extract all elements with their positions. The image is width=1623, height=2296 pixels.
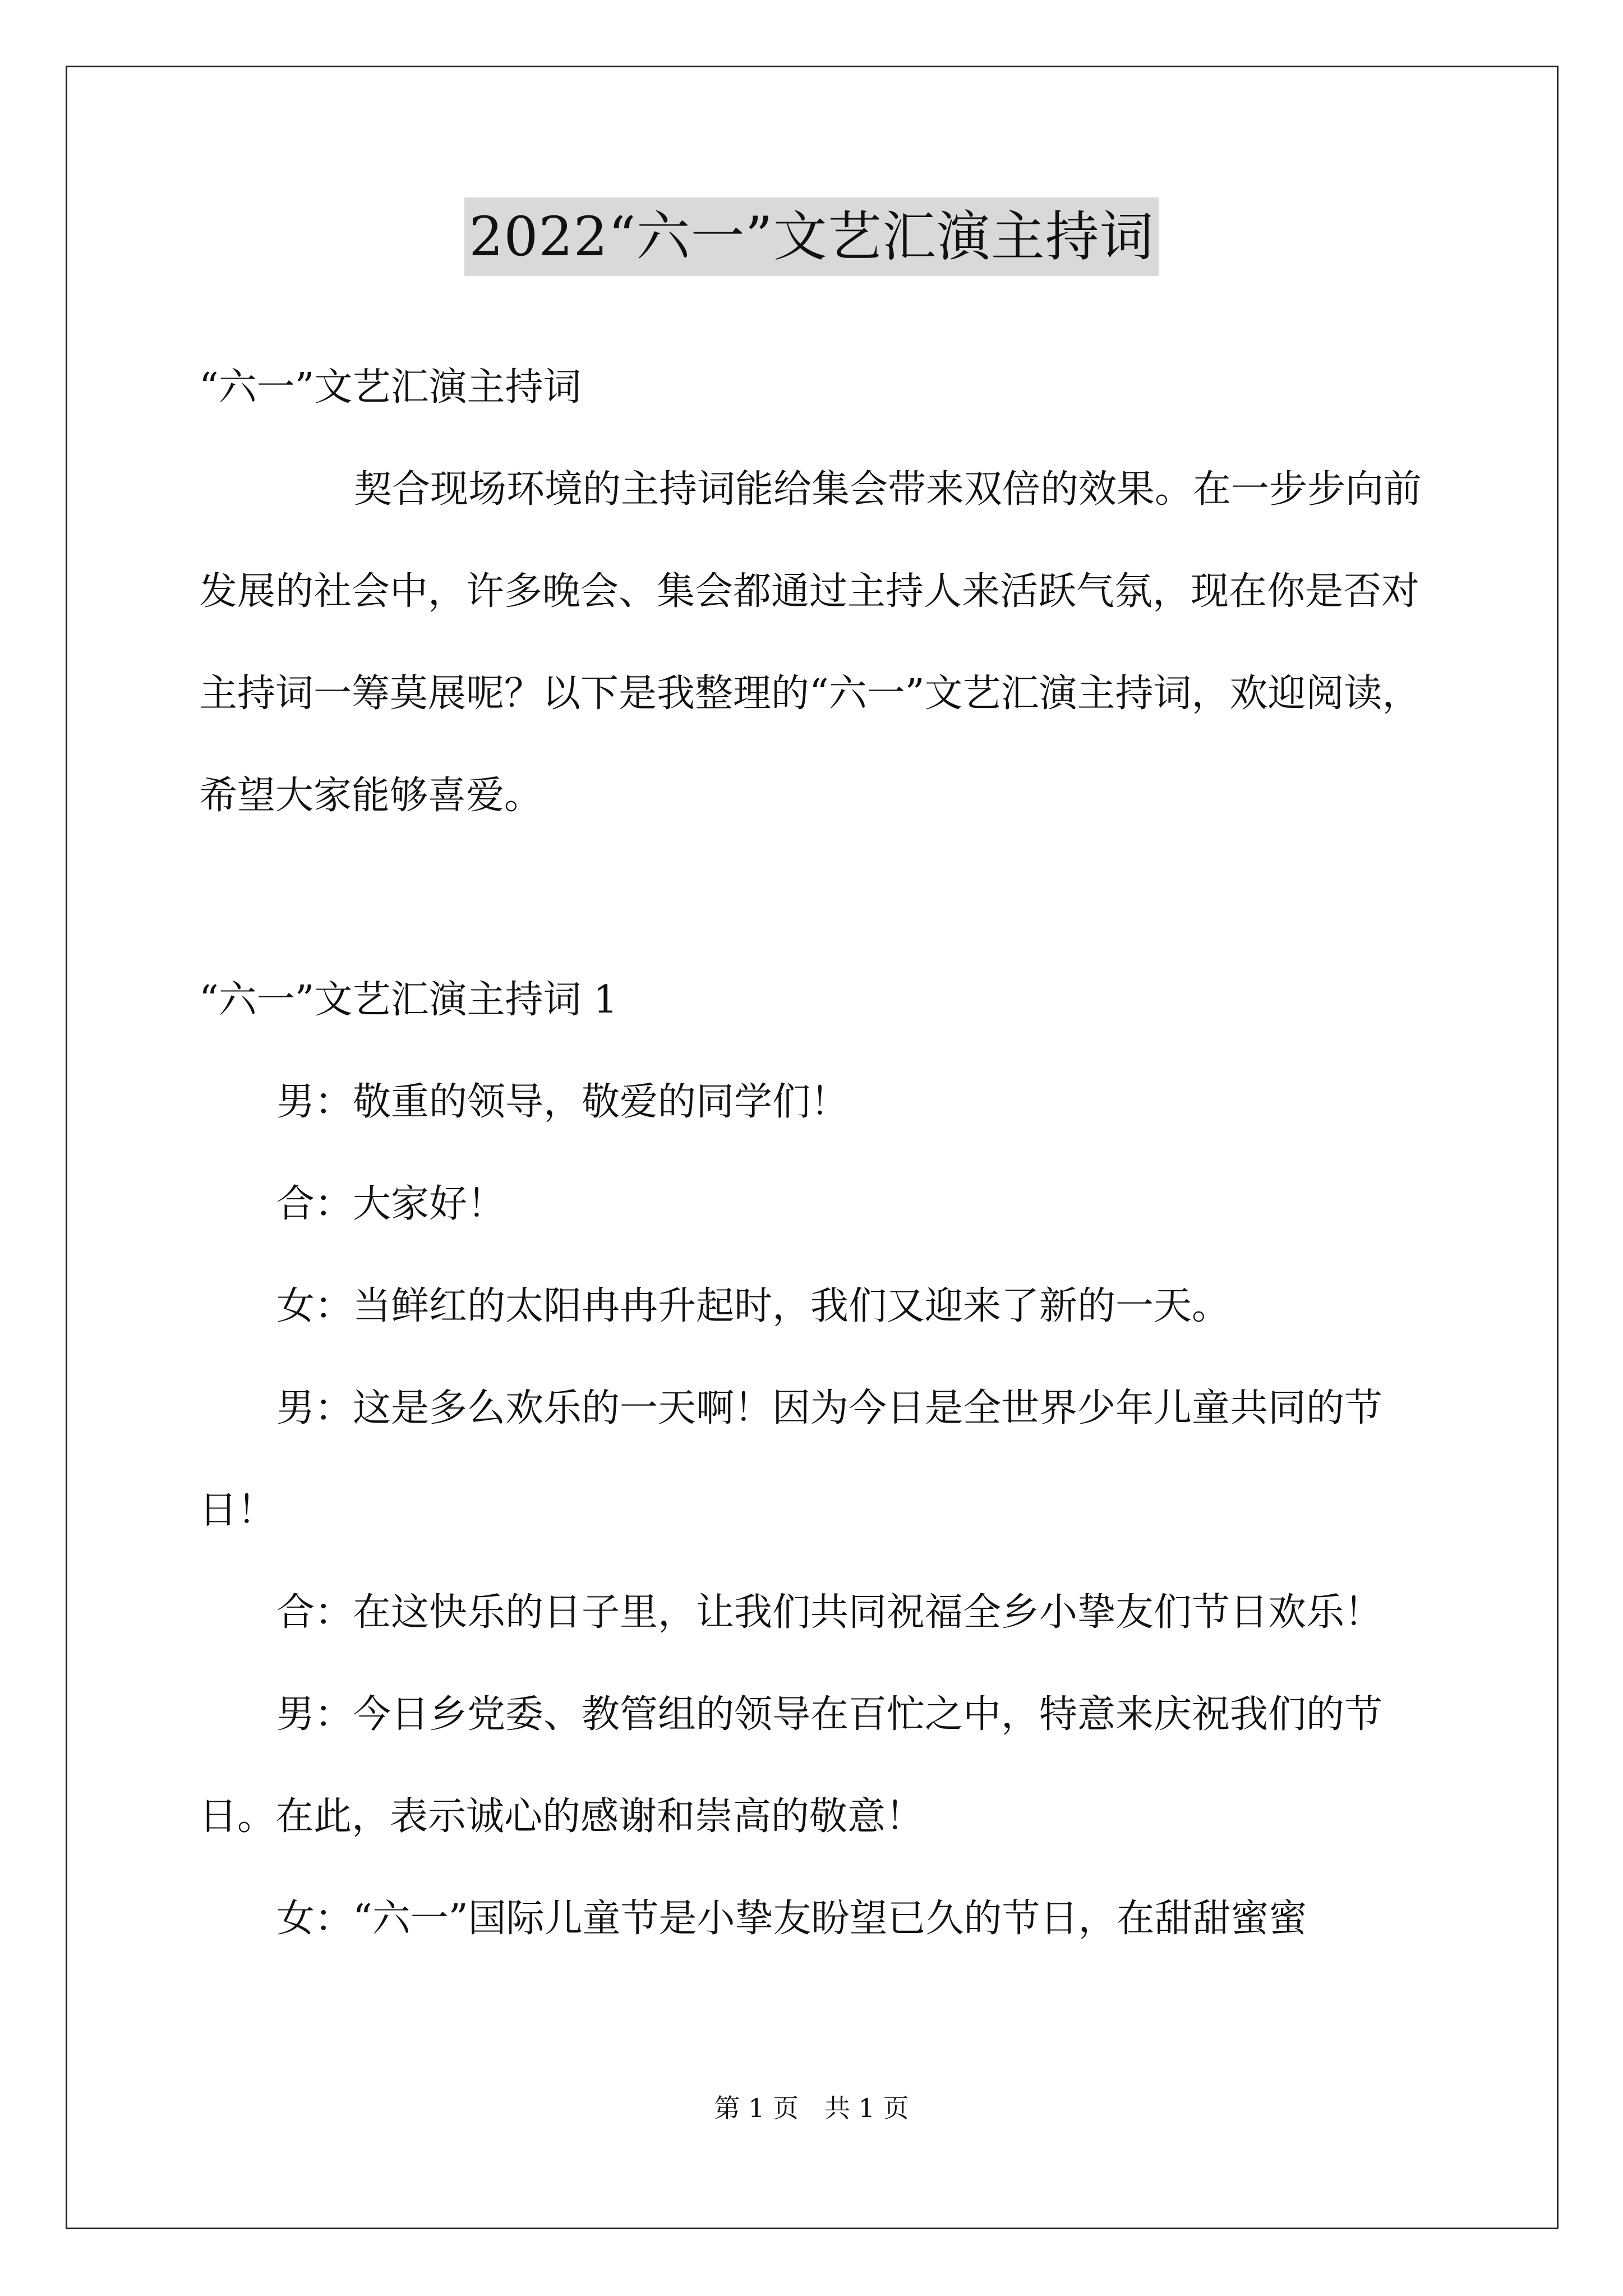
- title-container: [0, 197, 1623, 276]
- dialogue-line: 男：这是多么欢乐的一天啊！因为今日是全世界少年儿童共同的节日！: [199, 1386, 1383, 1533]
- page-footer: 第 1 页 共 1 页: [714, 2093, 909, 2123]
- section-heading: “六一”文艺汇演主持词 1: [199, 978, 618, 1022]
- document-title: 2022“六一”文艺汇演主持词: [464, 197, 1158, 276]
- dialogue-line: 女：当鲜红的太阳冉冉升起时，我们又迎来了新的一天。: [276, 1284, 1230, 1328]
- dialogue-line: 男：今日乡党委、教管组的领导在百忙之中，特意来庆祝我们的节日。在此，表示诚心的感谢和崇高的敬意！: [199, 1692, 1383, 1839]
- dialogue-line: 男：敬重的领导，敬爱的同学们！: [276, 1080, 849, 1124]
- intro-paragraph: 契合现场环境的主持词能给集会带来双倍的效果。在一步步向前发展的社会中，许多晚会、集会都通过主持人来活跃气氛，现在你是否对主持词一筹莫展呢？以下是我整理的“六一”文艺汇演主持词，欢迎阅读，希望大家能够喜爱。: [199, 467, 1422, 818]
- dialogue-line: 女：“六一”国际儿童节是小挚友盼望已久的节日，在甜甜蜜蜜: [276, 1897, 1307, 1941]
- subtitle: “六一”文艺汇演主持词: [199, 365, 582, 409]
- dialogue-line: 合：大家好！: [276, 1182, 506, 1226]
- dialogue-line: 合：在这快乐的日子里，让我们共同祝福全乡小挚友们节日欢乐！: [276, 1590, 1383, 1635]
- document-body: [199, 337, 1427, 1970]
- blank-line: [199, 847, 1427, 949]
